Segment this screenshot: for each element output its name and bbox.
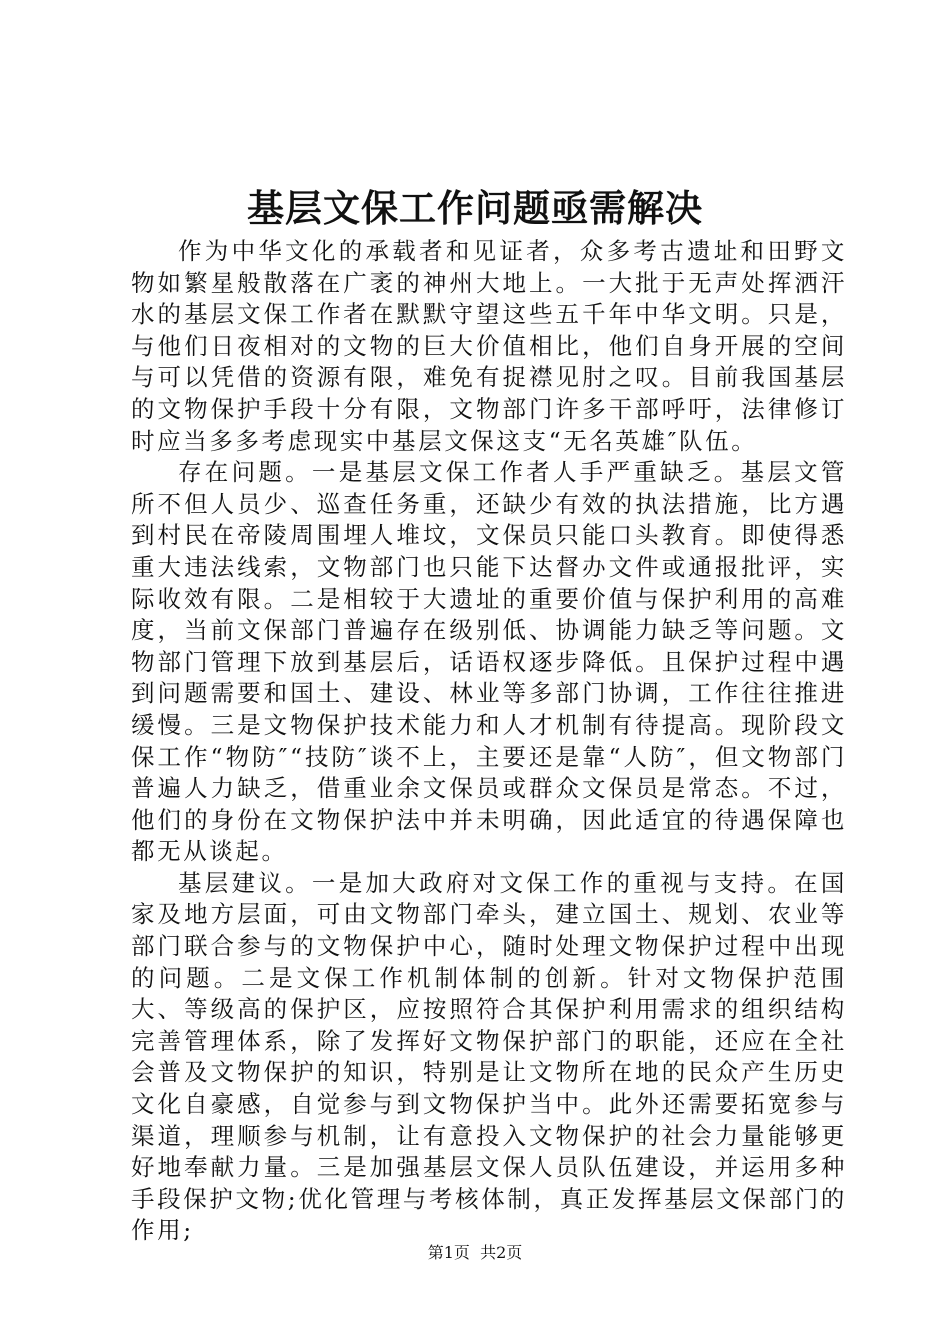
page-total: 共2页 [480, 1243, 523, 1262]
document-body [131, 236, 847, 1247]
document-title: 基层文保工作问题亟需解决 [247, 186, 703, 230]
page-number: 第1页 [427, 1243, 470, 1262]
paragraph-suggestions: 基层建议。一是加大政府对文保工作的重视与支持。在国家及地方层面，可由文物部门牵头，建立国土、规划、农业等部门联合参与的文物保护中心，随时处理文物保护过程中出现的问题。二是文保工作机制体制的创新。针对文物保护范围大、等级高的保护区，应按照符合其保护利用需求的组织结构完善管理体系，除了发挥好文物保护部门的职能，还应在全社会普及文物保护的知识，特别是让文物所在地的民众产生历史文化自豪感，自觉参与到文物保护当中。此外还需要拓宽参与渠道，理顺参与机制，让有意投入文物保护的社会力量能够更好地奉献力量。三是加强基层文保人员队伍建设，并运用多种手段保护文物;优化管理与考核体制，真正发挥基层文保部门的作用; [131, 868, 847, 1245]
paragraph-problems: 存在问题。一是基层文保工作者人手严重缺乏。基层文管所不但人员少、巡查任务重，还缺少有效的执法措施，比方遇到村民在帝陵周围埋人堆坟，文保员只能口头教育。即使得悉重大违法线索，文物部门也只能下达督办文件或通报批评，实际收效有限。二是相较于大遗址的重要价值与保护利用的高难度，当前文保部门普遍存在级别低、协调能力缺乏等问题。文物部门管理下放到基层后，话语权逐步降低。且保护过程中遇到问题需要和国土、建设、林业等多部门协调，工作往往推进缓慢。三是文物保护技术能力和人才机制有待提高。现阶段文保工作“物防″“技防″谈不上，主要还是靠“人防″，但文物部门普遍人力缺乏，借重业余文保员或群众文保员是常态。不过，他们的身份在文物保护法中并未明确，因此适宜的待遇保障也都无从谈起。 [131, 458, 847, 866]
paragraph-intro: 作为中华文化的承载者和见证者，众多考古遗址和田野文物如繁星般散落在广袤的神州大地上。一大批于无声处挥洒汗水的基层文保工作者在默默守望这些五千年中华文明。只是，与他们日夜相对的文物的巨大价值相比，他们自身开展的空间与可以凭借的资源有限，难免有捉襟见肘之叹。目前我国基层的文物保护手段十分有限，文物部门许多干部呼吁，法律修订时应当多多考虑现实中基层文保这支“无名英雄″队伍。 [131, 237, 847, 455]
page-footer [0, 1242, 950, 1264]
